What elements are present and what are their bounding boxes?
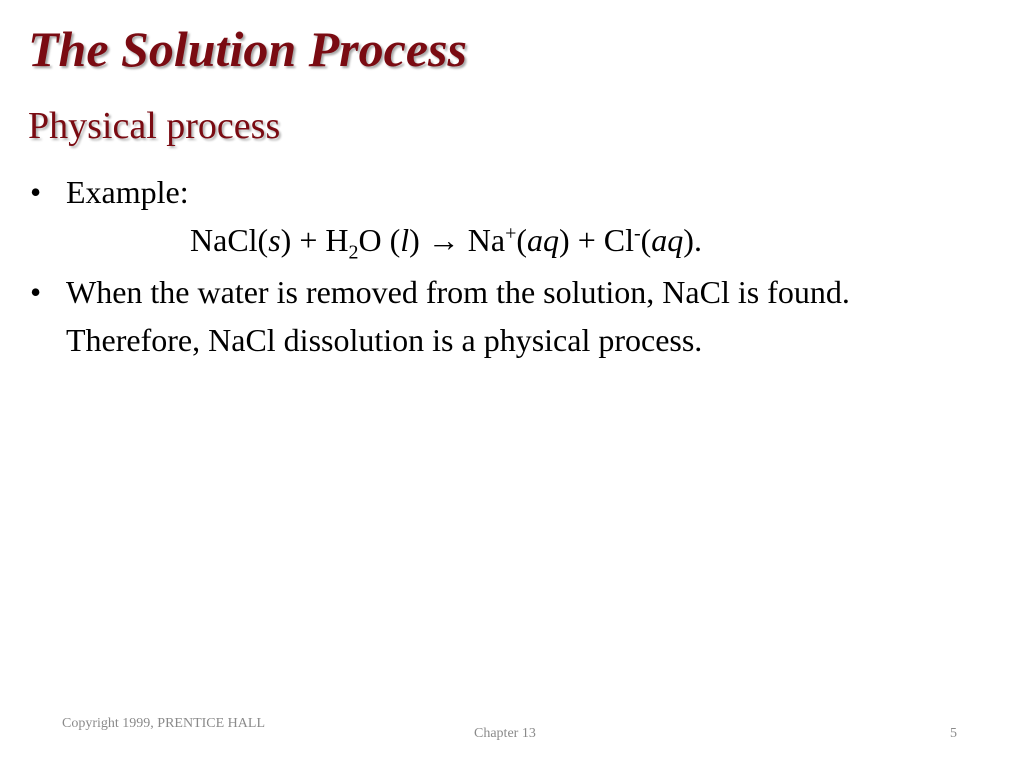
- equation-state-liquid: l: [400, 222, 410, 258]
- equation-subscript: 2: [348, 241, 359, 264]
- equation-part: (: [516, 222, 528, 258]
- bullet-text: When the water is removed from the solution, NaCl is found. Therefore, NaCl dissolution is a physical process.: [66, 274, 850, 358]
- footer-page-number: 5: [950, 726, 957, 741]
- equation-part: O (: [358, 222, 401, 258]
- equation-part: ).: [683, 222, 702, 258]
- footer-copyright: Copyright 1999, PRENTICE HALL: [62, 716, 265, 731]
- equation-part: NaCl(: [190, 222, 269, 258]
- bullet-item-example: [30, 168, 970, 216]
- chemical-equation: [30, 216, 970, 264]
- equation-state-aqueous: aq: [651, 222, 684, 258]
- equation-superscript: +: [505, 222, 517, 245]
- equation-part: ) → Na: [409, 222, 506, 258]
- equation-part: (: [640, 222, 652, 258]
- slide-subtitle: Physical process: [28, 105, 281, 147]
- equation-state-aqueous: aq: [527, 222, 560, 258]
- bullet-text: Example:: [66, 174, 189, 210]
- slide-title: The Solution Process: [28, 21, 467, 77]
- equation-superscript: -: [633, 222, 641, 245]
- bullet-list: [30, 168, 970, 364]
- equation-part: ) + Cl: [559, 222, 634, 258]
- bullet-marker: •: [30, 174, 42, 210]
- equation-part: ) + H: [280, 222, 349, 258]
- equation-state-solid: s: [268, 222, 281, 258]
- bullet-item-explanation: [30, 268, 970, 364]
- bullet-marker: •: [30, 274, 42, 310]
- footer-chapter: Chapter 13: [474, 726, 536, 741]
